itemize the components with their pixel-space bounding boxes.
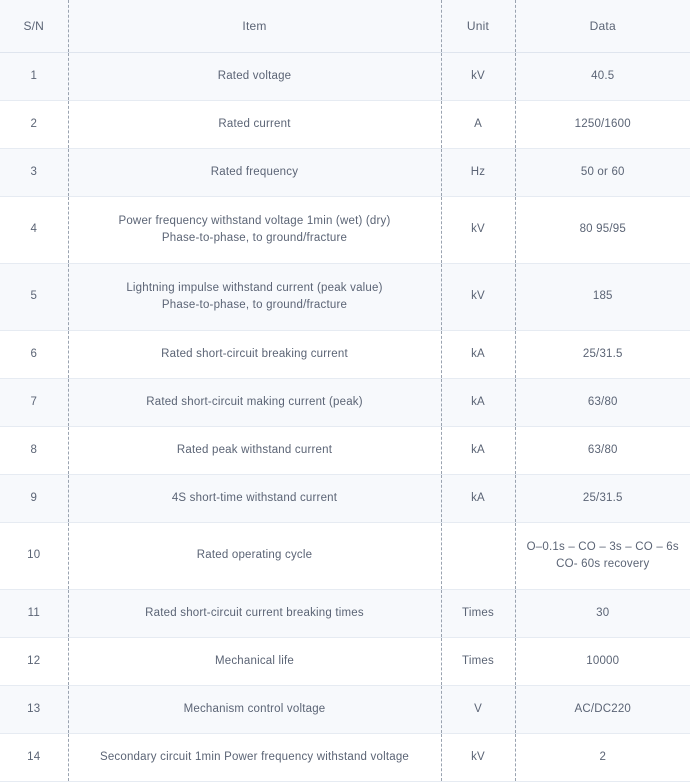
column-header-unit: Unit <box>441 0 515 53</box>
cell-data-line1: 25/31.5 <box>582 491 623 504</box>
cell-data <box>515 197 690 264</box>
cell-item-line1: Rated voltage <box>217 69 292 82</box>
cell-data-line1: 10000 <box>586 654 620 667</box>
cell-data-line1: 2 <box>599 750 607 763</box>
cell-data <box>515 149 690 197</box>
cell-item-line1: Rated peak withstand current <box>176 443 333 456</box>
cell-item <box>68 590 441 638</box>
cell-item-line1: Mechanical life <box>214 654 295 667</box>
cell-data <box>515 590 690 638</box>
cell-data-line1: 185 <box>592 290 613 303</box>
cell-unit: kA <box>441 475 515 523</box>
cell-item <box>68 197 441 264</box>
cell-item-line1: 4S short-time withstand current <box>171 491 338 504</box>
cell-item <box>68 53 441 101</box>
cell-data <box>515 331 690 379</box>
cell-data <box>515 264 690 331</box>
cell-unit: Hz <box>441 149 515 197</box>
cell-item <box>68 475 441 523</box>
cell-data-line1: 40.5 <box>591 69 615 82</box>
cell-sn: 3 <box>0 149 68 197</box>
cell-item-line1: Rated short-circuit making current (peak) <box>146 395 363 408</box>
cell-data-line1: 80 95/95 <box>579 223 626 236</box>
cell-item-line1: Lightning impulse withstand current (peak value) <box>126 281 383 294</box>
cell-item-line2: Phase-to-phase, to ground/fracture <box>161 299 348 311</box>
cell-data-line1: O–0.1s – CO – 3s – CO – 6s <box>526 540 679 553</box>
column-header-item: Item <box>68 0 441 53</box>
table-row <box>0 475 690 523</box>
cell-data <box>515 686 690 734</box>
cell-item <box>68 427 441 475</box>
cell-item-line1: Rated operating cycle <box>196 549 313 562</box>
cell-sn: 10 <box>0 523 68 590</box>
cell-data-line1: 50 or 60 <box>580 165 625 178</box>
cell-data <box>515 53 690 101</box>
cell-unit: kA <box>441 379 515 427</box>
cell-sn: 1 <box>0 53 68 101</box>
cell-item <box>68 101 441 149</box>
table-row <box>0 149 690 197</box>
column-header-sn: S/N <box>0 0 68 53</box>
cell-sn: 12 <box>0 638 68 686</box>
cell-data <box>515 638 690 686</box>
cell-item-line1: Rated frequency <box>210 165 299 178</box>
cell-item-line1: Rated short-circuit current breaking times <box>145 606 364 619</box>
cell-sn: 2 <box>0 101 68 149</box>
cell-item-line1: Rated current <box>218 117 291 130</box>
cell-unit <box>441 523 515 590</box>
cell-data <box>515 523 690 590</box>
table-row <box>0 427 690 475</box>
cell-unit: Times <box>441 638 515 686</box>
table-row <box>0 331 690 379</box>
cell-item <box>68 734 441 782</box>
table-row <box>0 638 690 686</box>
cell-unit: Times <box>441 590 515 638</box>
table-body <box>0 53 690 782</box>
cell-unit: kA <box>441 331 515 379</box>
cell-data-line1: 25/31.5 <box>582 347 623 360</box>
cell-item-line1: Power frequency withstand voltage 1min (wet) (dry) <box>118 214 391 227</box>
cell-item <box>68 331 441 379</box>
cell-data-line1: 30 <box>596 606 610 619</box>
cell-sn: 9 <box>0 475 68 523</box>
table-row <box>0 197 690 264</box>
cell-item <box>68 638 441 686</box>
table-row <box>0 590 690 638</box>
cell-sn: 6 <box>0 331 68 379</box>
cell-data-line1: 63/80 <box>587 395 618 408</box>
table-header <box>0 0 690 53</box>
cell-item-line1: Rated short-circuit breaking current <box>161 347 348 360</box>
table-row <box>0 734 690 782</box>
cell-data-line1: 1250/1600 <box>574 117 631 130</box>
cell-data <box>515 427 690 475</box>
cell-item-line2: Phase-to-phase, to ground/fracture <box>161 232 348 244</box>
cell-item <box>68 264 441 331</box>
table-row <box>0 379 690 427</box>
cell-data-line2: CO- 60s recovery <box>556 558 650 570</box>
cell-unit: kV <box>441 53 515 101</box>
cell-data <box>515 475 690 523</box>
cell-unit: kV <box>441 264 515 331</box>
cell-unit: A <box>441 101 515 149</box>
cell-sn: 8 <box>0 427 68 475</box>
cell-data <box>515 379 690 427</box>
cell-unit: kA <box>441 427 515 475</box>
cell-item <box>68 149 441 197</box>
table-header-row <box>0 0 690 53</box>
cell-sn: 5 <box>0 264 68 331</box>
cell-data-line1: AC/DC220 <box>574 702 632 715</box>
cell-item-line1: Secondary circuit 1min Power frequency withstand voltage <box>99 750 410 763</box>
cell-unit: kV <box>441 197 515 264</box>
table-row <box>0 686 690 734</box>
cell-sn: 7 <box>0 379 68 427</box>
cell-sn: 4 <box>0 197 68 264</box>
cell-unit: V <box>441 686 515 734</box>
cell-data <box>515 101 690 149</box>
table-row <box>0 101 690 149</box>
table-row <box>0 523 690 590</box>
cell-sn: 14 <box>0 734 68 782</box>
table-row <box>0 264 690 331</box>
cell-item <box>68 379 441 427</box>
cell-data <box>515 734 690 782</box>
cell-item <box>68 686 441 734</box>
cell-data-line1: 63/80 <box>587 443 618 456</box>
table-row <box>0 53 690 101</box>
cell-sn: 13 <box>0 686 68 734</box>
column-header-data: Data <box>515 0 690 53</box>
cell-item <box>68 523 441 590</box>
cell-sn: 11 <box>0 590 68 638</box>
cell-unit: kV <box>441 734 515 782</box>
cell-item-line1: Mechanism control voltage <box>183 702 326 715</box>
